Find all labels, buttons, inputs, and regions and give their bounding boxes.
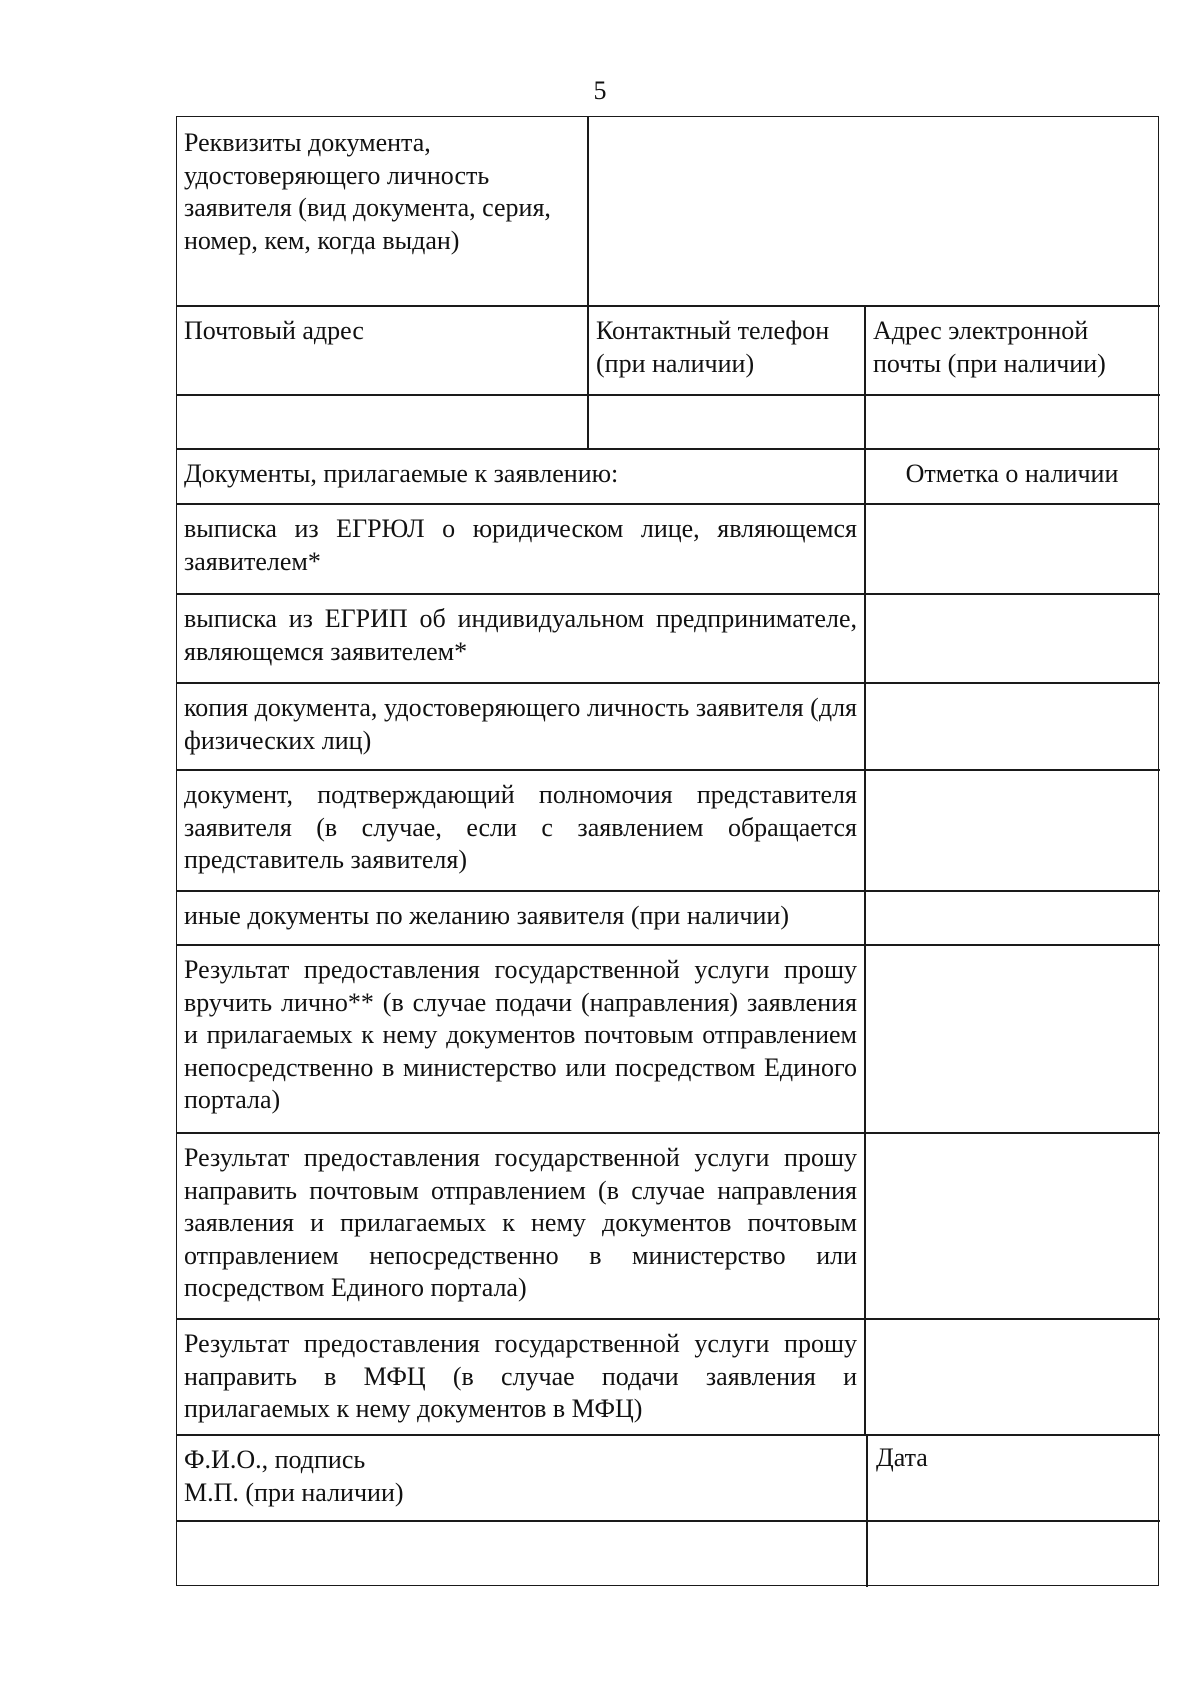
email-field[interactable] (866, 396, 1158, 448)
postal-address-field[interactable] (177, 396, 587, 448)
page-number: 5 (593, 76, 607, 105)
postal-address-label: Почтовый адрес (184, 316, 364, 345)
result-delivery-mfc: Результат предоставления государственной услуги прошу направить в МФЦ (в случае подачи заявления и прилагаемых к нему документов в МФЦ) (184, 1329, 857, 1423)
row-divider (177, 1434, 1160, 1436)
document-mark-other[interactable] (866, 892, 1158, 944)
result-delivery-in-person: Результат предоставления государственной услуги прошу вручить лично** (в случае подачи (направления) заявления и прилагаемых к нему документов почтовым отправлением непосредственно в министерство или посредством Единого портала) (184, 955, 857, 1114)
signature-label-line1: Ф.И.О., подпись (184, 1445, 366, 1474)
signature-label-line2: М.П. (при наличии) (184, 1477, 404, 1507)
document-item-other: иные документы по желанию заявителя (при наличии) (184, 901, 789, 930)
result-mark-in-person[interactable] (866, 946, 1158, 1132)
document-item-egrul: выписка из ЕГРЮЛ о юридическом лице, являющемся заявителем* (184, 514, 857, 576)
document-item-authority: документ, подтверждающий полномочия представителя заявителя (в случае, если с заявлением обращается представитель заявителя) (184, 780, 857, 874)
id-document-field[interactable] (589, 117, 1158, 305)
date-field[interactable] (868, 1522, 1158, 1585)
result-mark-mfc[interactable] (866, 1320, 1158, 1434)
document-mark-egrip[interactable] (866, 595, 1158, 682)
phone-field[interactable] (589, 396, 864, 448)
result-delivery-by-mail: Результат предоставления государственной услуги прошу направить почтовым отправлением (в случае направления заявления и прилагаемых к нему документов почтовым отправлением непосредственно в министерство или посредством Единого портала) (184, 1143, 857, 1302)
presence-mark-header: Отметка о наличии (905, 459, 1119, 488)
signature-field[interactable] (177, 1522, 866, 1585)
signature-label (177, 1444, 861, 1509)
date-label: Дата (876, 1443, 928, 1472)
application-form-table (176, 116, 1159, 1586)
document-mark-authority[interactable] (866, 771, 1158, 890)
row-divider (177, 305, 1160, 307)
document-mark-id-copy[interactable] (866, 684, 1158, 769)
document-item-id-copy: копия документа, удостоверяющего личность заявителя (для физических лиц) (184, 693, 857, 755)
attached-docs-header: Документы, прилагаемые к заявлению: (184, 459, 619, 488)
document-item-egrip: выписка из ЕГРИП об индивидуальном предпринимателе, являющемся заявителем* (184, 604, 857, 666)
phone-label: Контактный телефон (при наличии) (596, 316, 830, 378)
id-document-label: Реквизиты документа, удостоверяющего личность заявителя (вид документа, серия, номер, кем, когда выдан) (184, 128, 551, 255)
row-divider (177, 448, 1160, 450)
result-mark-by-mail[interactable] (866, 1134, 1158, 1318)
document-mark-egrul[interactable] (866, 505, 1158, 593)
email-label: Адрес электронной почты (при наличии) (873, 316, 1106, 378)
